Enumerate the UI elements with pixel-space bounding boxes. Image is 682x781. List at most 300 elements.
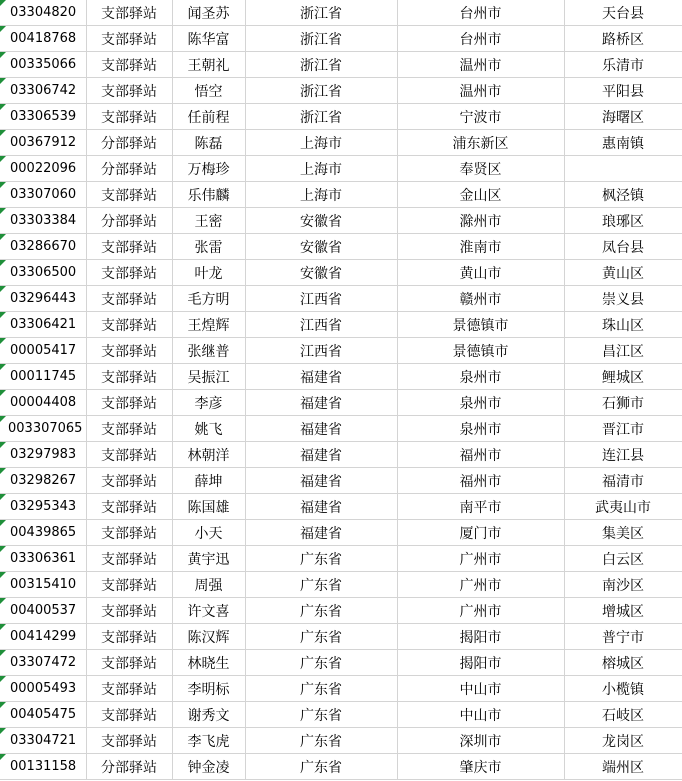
cell-value: 00005417 <box>10 343 77 358</box>
cell-value: 万梅珍 <box>187 161 230 178</box>
cell-value: 白云区 <box>602 551 644 568</box>
cell-station-type[interactable] <box>86 598 172 624</box>
cell-city[interactable] <box>397 234 564 260</box>
cell-value: 黄山区 <box>602 265 644 282</box>
cell-value: 03306539 <box>10 109 77 124</box>
cell-value: 林朝洋 <box>187 447 230 464</box>
cell-value: 00315410 <box>10 577 77 592</box>
table-row <box>0 624 682 650</box>
cell-district[interactable] <box>564 286 682 312</box>
number-stored-as-text-indicator-icon <box>0 728 6 734</box>
number-stored-as-text-indicator-icon <box>0 364 6 370</box>
cell-value: 薛坤 <box>194 473 223 490</box>
cell-value: 集美区 <box>602 525 644 542</box>
cell-district[interactable] <box>564 572 682 598</box>
cell-province[interactable] <box>245 702 397 728</box>
table-row <box>0 754 682 780</box>
cell-city[interactable] <box>397 598 564 624</box>
cell-station-code[interactable] <box>0 676 86 702</box>
cell-station-type[interactable] <box>86 442 172 468</box>
cell-contact-name[interactable] <box>172 676 245 702</box>
cell-value: 泉州市 <box>459 421 502 438</box>
cell-station-code[interactable] <box>0 468 86 494</box>
table-row <box>0 234 682 260</box>
cell-district[interactable] <box>564 104 682 130</box>
cell-value: 支部驿站 <box>101 83 157 100</box>
cell-contact-name[interactable] <box>172 416 245 442</box>
cell-district[interactable] <box>564 494 682 520</box>
cell-city[interactable] <box>397 208 564 234</box>
cell-value: 普宁市 <box>602 629 644 646</box>
cell-contact-name[interactable] <box>172 754 245 780</box>
cell-city[interactable] <box>397 286 564 312</box>
cell-station-code[interactable] <box>0 520 86 546</box>
cell-province[interactable] <box>245 260 397 286</box>
cell-value: 03298267 <box>10 473 77 488</box>
cell-city[interactable] <box>397 624 564 650</box>
cell-station-type[interactable] <box>86 572 172 598</box>
cell-value: 福州市 <box>459 447 502 464</box>
cell-station-code[interactable] <box>0 104 86 130</box>
cell-contact-name[interactable] <box>172 546 245 572</box>
cell-value: 黄山市 <box>459 265 502 282</box>
cell-contact-name[interactable] <box>172 390 245 416</box>
cell-district[interactable] <box>564 130 682 156</box>
cell-value: 李飞虎 <box>187 733 230 750</box>
cell-province[interactable] <box>245 104 397 130</box>
number-stored-as-text-indicator-icon <box>0 156 6 162</box>
number-stored-as-text-indicator-icon <box>0 676 6 682</box>
cell-value: 武夷山市 <box>595 499 651 516</box>
cell-value: 支部驿站 <box>101 57 157 74</box>
cell-city[interactable] <box>397 754 564 780</box>
cell-value: 00011745 <box>10 369 77 384</box>
cell-contact-name[interactable] <box>172 572 245 598</box>
cell-value: 广州市 <box>459 577 502 594</box>
cell-station-type[interactable] <box>86 468 172 494</box>
cell-station-type[interactable] <box>86 104 172 130</box>
cell-city[interactable] <box>397 468 564 494</box>
cell-city[interactable] <box>397 442 564 468</box>
cell-district[interactable] <box>564 26 682 52</box>
cell-value: 广东省 <box>300 707 342 724</box>
cell-district[interactable] <box>564 234 682 260</box>
cell-district[interactable] <box>564 624 682 650</box>
cell-station-code[interactable] <box>0 338 86 364</box>
cell-contact-name[interactable] <box>172 156 245 182</box>
table-row <box>0 0 682 26</box>
cell-contact-name[interactable] <box>172 598 245 624</box>
table-row <box>0 650 682 676</box>
cell-city[interactable] <box>397 728 564 754</box>
cell-district[interactable] <box>564 208 682 234</box>
cell-province[interactable] <box>245 338 397 364</box>
cell-province[interactable] <box>245 754 397 780</box>
cell-value: 支部驿站 <box>101 681 157 698</box>
cell-station-code[interactable] <box>0 728 86 754</box>
cell-value: 台州市 <box>459 5 502 22</box>
cell-value: 福建省 <box>300 447 342 464</box>
cell-contact-name[interactable] <box>172 52 245 78</box>
cell-district[interactable] <box>564 520 682 546</box>
cell-province[interactable] <box>245 546 397 572</box>
number-stored-as-text-indicator-icon <box>0 624 6 630</box>
cell-value: 天台县 <box>602 5 644 22</box>
cell-district[interactable] <box>564 52 682 78</box>
cell-district[interactable] <box>564 754 682 780</box>
table-row <box>0 286 682 312</box>
cell-station-type[interactable] <box>86 52 172 78</box>
cell-station-type[interactable] <box>86 156 172 182</box>
cell-province[interactable] <box>245 520 397 546</box>
cell-station-type[interactable] <box>86 520 172 546</box>
cell-station-code[interactable] <box>0 312 86 338</box>
cell-province[interactable] <box>245 312 397 338</box>
number-stored-as-text-indicator-icon <box>0 598 6 604</box>
cell-province[interactable] <box>245 468 397 494</box>
cell-station-type[interactable] <box>86 130 172 156</box>
cell-value: 安徽省 <box>300 239 342 256</box>
cell-city[interactable] <box>397 312 564 338</box>
cell-contact-name[interactable] <box>172 0 245 26</box>
cell-district[interactable] <box>564 390 682 416</box>
cell-station-type[interactable] <box>86 728 172 754</box>
cell-city[interactable] <box>397 104 564 130</box>
cell-province[interactable] <box>245 78 397 104</box>
cell-province[interactable] <box>245 650 397 676</box>
number-stored-as-text-indicator-icon <box>0 234 6 240</box>
cell-station-code[interactable] <box>0 130 86 156</box>
cell-station-code[interactable] <box>0 26 86 52</box>
cell-province[interactable] <box>245 0 397 26</box>
cell-station-type[interactable] <box>86 650 172 676</box>
cell-province[interactable] <box>245 364 397 390</box>
cell-contact-name[interactable] <box>172 728 245 754</box>
cell-station-type[interactable] <box>86 676 172 702</box>
cell-value: 00022096 <box>10 161 77 176</box>
cell-station-code[interactable] <box>0 234 86 260</box>
cell-city[interactable] <box>397 416 564 442</box>
cell-value: 枫泾镇 <box>602 187 644 204</box>
cell-city[interactable] <box>397 546 564 572</box>
cell-value: 淮南市 <box>459 239 502 256</box>
cell-province[interactable] <box>245 52 397 78</box>
cell-value: 00414299 <box>10 629 77 644</box>
cell-value: 分部驿站 <box>101 759 157 776</box>
cell-value: 支部驿站 <box>101 265 157 282</box>
table-row <box>0 260 682 286</box>
cell-city[interactable] <box>397 26 564 52</box>
cell-city[interactable] <box>397 572 564 598</box>
cell-station-code[interactable] <box>0 208 86 234</box>
cell-district[interactable] <box>564 78 682 104</box>
cell-station-code[interactable] <box>0 572 86 598</box>
cell-value: 景德镇市 <box>452 317 509 334</box>
cell-value: 赣州市 <box>459 291 502 308</box>
cell-contact-name[interactable] <box>172 364 245 390</box>
cell-value: 泉州市 <box>459 369 502 386</box>
cell-contact-name[interactable] <box>172 442 245 468</box>
cell-city[interactable] <box>397 338 564 364</box>
cell-value: 支部驿站 <box>101 655 157 672</box>
cell-value: 滁州市 <box>459 213 502 230</box>
cell-contact-name[interactable] <box>172 130 245 156</box>
cell-station-type[interactable] <box>86 416 172 442</box>
table-row <box>0 702 682 728</box>
cell-contact-name[interactable] <box>172 312 245 338</box>
number-stored-as-text-indicator-icon <box>0 26 6 32</box>
cell-value: 分部驿站 <box>101 135 157 152</box>
cell-station-code[interactable] <box>0 598 86 624</box>
cell-value: 景德镇市 <box>452 343 509 360</box>
table-row <box>0 416 682 442</box>
cell-city[interactable] <box>397 650 564 676</box>
cell-contact-name[interactable] <box>172 182 245 208</box>
number-stored-as-text-indicator-icon <box>0 0 6 6</box>
cell-station-code[interactable] <box>0 494 86 520</box>
number-stored-as-text-indicator-icon <box>0 338 6 344</box>
cell-station-code[interactable] <box>0 182 86 208</box>
cell-value: 支部驿站 <box>101 577 157 594</box>
cell-value: 小榄镇 <box>602 681 644 698</box>
cell-value: 支部驿站 <box>101 369 157 386</box>
cell-city[interactable] <box>397 520 564 546</box>
cell-station-code[interactable] <box>0 754 86 780</box>
cell-district[interactable] <box>564 702 682 728</box>
cell-station-code[interactable] <box>0 650 86 676</box>
cell-province[interactable] <box>245 390 397 416</box>
table-row <box>0 494 682 520</box>
cell-province[interactable] <box>245 26 397 52</box>
cell-contact-name[interactable] <box>172 26 245 52</box>
cell-city[interactable] <box>397 494 564 520</box>
table-row <box>0 130 682 156</box>
cell-station-code[interactable] <box>0 624 86 650</box>
cell-city[interactable] <box>397 182 564 208</box>
cell-value: 泉州市 <box>459 395 502 412</box>
cell-station-code[interactable] <box>0 260 86 286</box>
cell-value: 厦门市 <box>459 525 502 542</box>
cell-value: 支部驿站 <box>101 343 157 360</box>
cell-district[interactable] <box>564 546 682 572</box>
cell-value: 江西省 <box>300 343 342 360</box>
cell-contact-name[interactable] <box>172 78 245 104</box>
cell-station-type[interactable] <box>86 286 172 312</box>
number-stored-as-text-indicator-icon <box>0 546 6 552</box>
cell-value: 王煌辉 <box>187 317 230 334</box>
cell-station-type[interactable] <box>86 494 172 520</box>
cell-value: 温州市 <box>459 83 502 100</box>
cell-station-type[interactable] <box>86 26 172 52</box>
cell-station-code[interactable] <box>0 0 86 26</box>
cell-province[interactable] <box>245 572 397 598</box>
cell-city[interactable] <box>397 0 564 26</box>
cell-station-code[interactable] <box>0 52 86 78</box>
cell-value: 支部驿站 <box>101 395 157 412</box>
cell-district[interactable] <box>564 416 682 442</box>
cell-station-type[interactable] <box>86 546 172 572</box>
cell-station-code[interactable] <box>0 286 86 312</box>
cell-city[interactable] <box>397 78 564 104</box>
cell-station-code[interactable] <box>0 416 86 442</box>
cell-value: 张雷 <box>194 239 223 256</box>
cell-district[interactable] <box>564 364 682 390</box>
cell-value: 分部驿站 <box>101 213 157 230</box>
cell-province[interactable] <box>245 156 397 182</box>
table-row <box>0 546 682 572</box>
cell-station-type[interactable] <box>86 260 172 286</box>
cell-province[interactable] <box>245 130 397 156</box>
cell-station-type[interactable] <box>86 624 172 650</box>
cell-station-type[interactable] <box>86 338 172 364</box>
cell-station-code[interactable] <box>0 156 86 182</box>
cell-value: 连江县 <box>602 447 644 464</box>
cell-district[interactable] <box>564 650 682 676</box>
cell-city[interactable] <box>397 52 564 78</box>
cell-value: 中山市 <box>459 707 502 724</box>
cell-contact-name[interactable] <box>172 702 245 728</box>
cell-contact-name[interactable] <box>172 104 245 130</box>
cell-value: 00400537 <box>10 603 77 618</box>
cell-station-type[interactable] <box>86 78 172 104</box>
cell-station-type[interactable] <box>86 390 172 416</box>
cell-district[interactable] <box>564 598 682 624</box>
cell-station-type[interactable] <box>86 234 172 260</box>
cell-contact-name[interactable] <box>172 208 245 234</box>
cell-contact-name[interactable] <box>172 624 245 650</box>
table-row <box>0 598 682 624</box>
cell-district[interactable] <box>564 260 682 286</box>
cell-district[interactable] <box>564 468 682 494</box>
cell-province[interactable] <box>245 624 397 650</box>
cell-value: 宁波市 <box>459 109 502 126</box>
cell-province[interactable] <box>245 416 397 442</box>
cell-station-code[interactable] <box>0 364 86 390</box>
cell-contact-name[interactable] <box>172 468 245 494</box>
table-row <box>0 390 682 416</box>
cell-district[interactable] <box>564 182 682 208</box>
cell-value: 00004408 <box>10 395 77 410</box>
cell-city[interactable] <box>397 364 564 390</box>
cell-district[interactable] <box>564 338 682 364</box>
cell-city[interactable] <box>397 676 564 702</box>
cell-value: 奉贤区 <box>459 161 502 178</box>
cell-value: 浙江省 <box>300 57 342 74</box>
cell-station-type[interactable] <box>86 208 172 234</box>
cell-value: 福建省 <box>300 395 342 412</box>
cell-province[interactable] <box>245 598 397 624</box>
cell-station-code[interactable] <box>0 442 86 468</box>
cell-value: 支部驿站 <box>101 31 157 48</box>
cell-value: 03304820 <box>10 5 77 20</box>
cell-station-type[interactable] <box>86 182 172 208</box>
cell-district[interactable] <box>564 156 682 182</box>
cell-value: 福州市 <box>459 473 502 490</box>
cell-value: 乐伟麟 <box>187 187 230 204</box>
cell-station-type[interactable] <box>86 702 172 728</box>
cell-city[interactable] <box>397 260 564 286</box>
table-row <box>0 468 682 494</box>
cell-value: 揭阳市 <box>459 629 502 646</box>
cell-contact-name[interactable] <box>172 494 245 520</box>
cell-value: 003307065 <box>8 421 83 436</box>
cell-value: 增城区 <box>602 603 644 620</box>
cell-district[interactable] <box>564 312 682 338</box>
cell-value: 叶龙 <box>194 265 223 282</box>
table-row <box>0 78 682 104</box>
cell-station-code[interactable] <box>0 78 86 104</box>
cell-contact-name[interactable] <box>172 338 245 364</box>
cell-station-code[interactable] <box>0 702 86 728</box>
cell-value: 支部驿站 <box>101 707 157 724</box>
cell-value: 分部驿站 <box>101 161 157 178</box>
cell-station-type[interactable] <box>86 0 172 26</box>
cell-value: 03304721 <box>10 733 77 748</box>
cell-province[interactable] <box>245 676 397 702</box>
cell-value: 支部驿站 <box>101 473 157 490</box>
cell-province[interactable] <box>245 234 397 260</box>
cell-station-type[interactable] <box>86 754 172 780</box>
cell-value: 凤台县 <box>602 239 644 256</box>
cell-province[interactable] <box>245 442 397 468</box>
cell-value: 00439865 <box>10 525 77 540</box>
cell-value: 浙江省 <box>300 83 342 100</box>
cell-value: 支部驿站 <box>101 421 157 438</box>
cell-value: 小天 <box>194 525 223 542</box>
cell-contact-name[interactable] <box>172 520 245 546</box>
cell-value: 任前程 <box>187 109 230 126</box>
cell-city[interactable] <box>397 702 564 728</box>
cell-value: 广东省 <box>300 577 342 594</box>
cell-contact-name[interactable] <box>172 286 245 312</box>
cell-contact-name[interactable] <box>172 260 245 286</box>
cell-district[interactable] <box>564 0 682 26</box>
number-stored-as-text-indicator-icon <box>0 754 6 760</box>
table-row <box>0 52 682 78</box>
cell-city[interactable] <box>397 156 564 182</box>
number-stored-as-text-indicator-icon <box>0 182 6 188</box>
number-stored-as-text-indicator-icon <box>0 130 6 136</box>
cell-province[interactable] <box>245 728 397 754</box>
cell-value: 支部驿站 <box>101 109 157 126</box>
cell-value: 鲤城区 <box>602 369 644 386</box>
cell-value: 石岐区 <box>602 707 644 724</box>
cell-station-code[interactable] <box>0 390 86 416</box>
cell-value: 00131158 <box>10 759 77 774</box>
cell-value: 台州市 <box>459 31 502 48</box>
cell-province[interactable] <box>245 208 397 234</box>
cell-city[interactable] <box>397 130 564 156</box>
cell-contact-name[interactable] <box>172 650 245 676</box>
cell-city[interactable] <box>397 390 564 416</box>
cell-district[interactable] <box>564 728 682 754</box>
cell-province[interactable] <box>245 494 397 520</box>
cell-district[interactable] <box>564 676 682 702</box>
cell-value: 03307060 <box>10 187 77 202</box>
cell-station-type[interactable] <box>86 312 172 338</box>
number-stored-as-text-indicator-icon <box>0 416 6 422</box>
number-stored-as-text-indicator-icon <box>0 104 6 110</box>
cell-value: 姚飞 <box>194 421 223 438</box>
cell-contact-name[interactable] <box>172 234 245 260</box>
cell-district[interactable] <box>564 442 682 468</box>
cell-province[interactable] <box>245 286 397 312</box>
cell-province[interactable] <box>245 182 397 208</box>
cell-station-type[interactable] <box>86 364 172 390</box>
cell-station-code[interactable] <box>0 546 86 572</box>
cell-value: 00367912 <box>10 135 77 150</box>
cell-value: 03303384 <box>10 213 77 228</box>
